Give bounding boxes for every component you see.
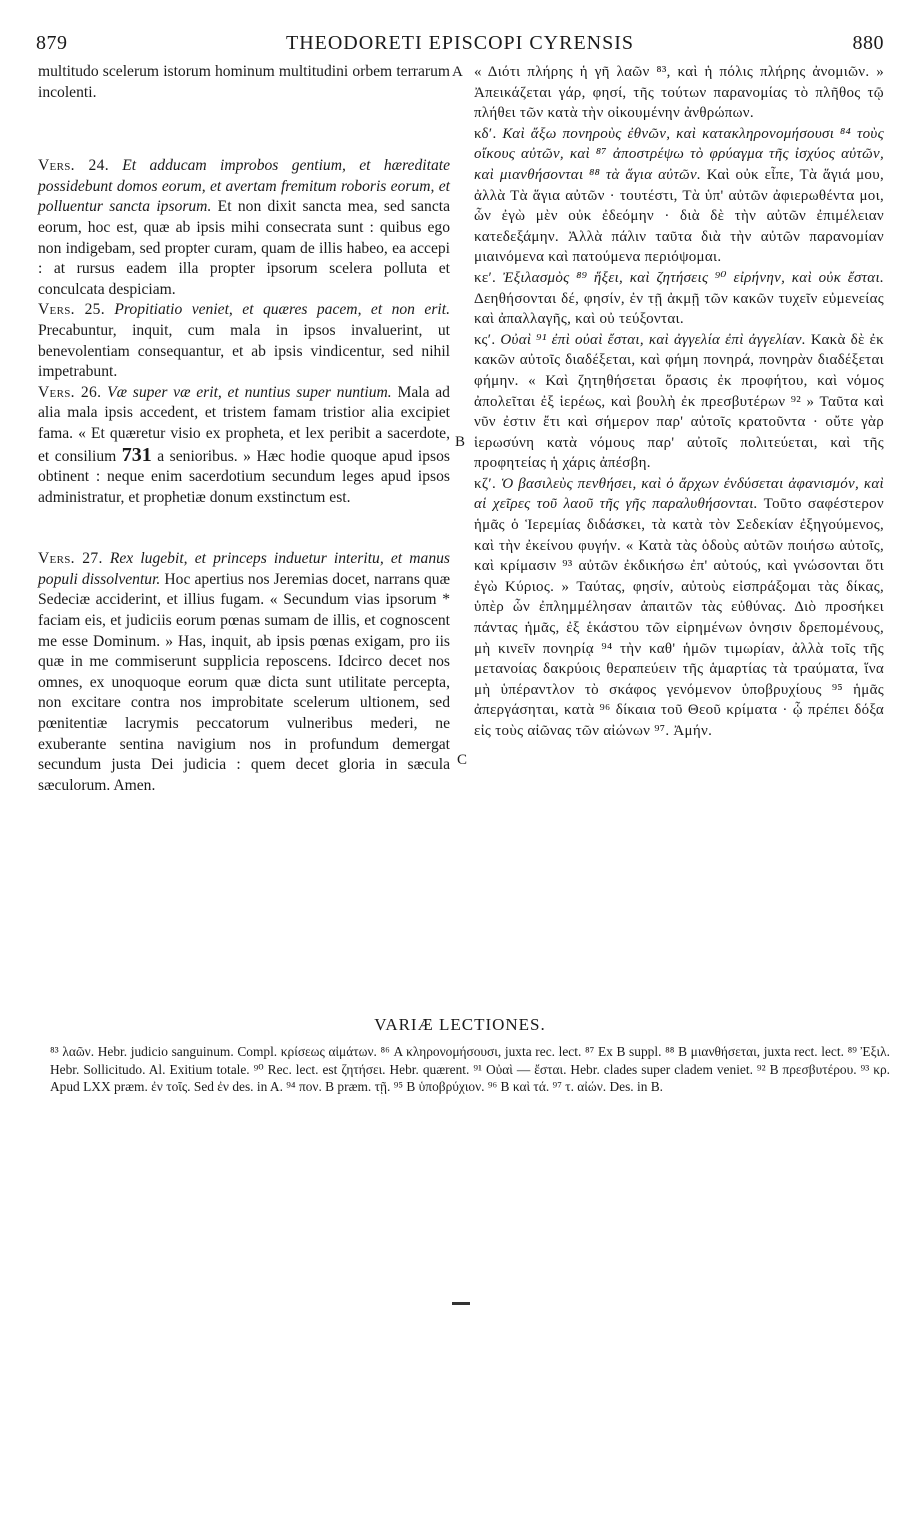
verse-commentary: Τοῦτο σαφέστερον ἡμᾶς ὁ Ἱερεμίας διδάσκει, τὰ κατὰ τὸν Σεδεκίαν ἐξηγούμενος, καὶ τὴν ἐκείνου φυγήν. « Κατὰ τὰς ὁδοὺς αὐτῶν ποιήσω αὐτοῖς, καὶ κρίμασιν ⁹³ αὐτῶν ἐκδικήσω ἐπ' αὐτούς, καὶ γνώσονται ὅτι ἐγὼ Κύριος. » Ταύτας, φησίν, αὐτοὺς εἰσπράξομαι τὰς δίκας, ὑπὲρ ὧν ἐπλημμέλησαν ἀπαιτῶν τὰς εὐθύνας. Διὸ προσήκει πάντας ἡμᾶς, ἐξ ἑκάστου τῶν εἰρημένων ὀνησιν δρεπομένους, μὴ κινεῖν πονηρίᾳ ⁹⁴ τὴν καθ' ἡμῶν τιμωρίαν, ἀλλὰ τοῖς τῆς μετανοίας δακρύοις θεραπεύειν τῆς ἁμαρτίας τὰ τραύματα, ἵνα μὴ ὑπέραντλον τὸ σκάφος γενόμενον ὑποβρυχίους ⁹⁵ ἡμᾶς ἀπεργάσηται, κατὰ ⁹⁶ δίκαια τοῦ Θεοῦ κρίματα · ᾧ πρέπει δόξα εἰς τοὺς αἰῶνας τῶν αἰώνων ⁹⁷. Ἀμήν. (474, 496, 885, 739)
verse-label: Vers. 24. (38, 157, 109, 175)
column-number: 731 (121, 443, 152, 466)
verse-commentary: Δεηθήσονται δέ, φησίν, ἐν τῇ ἀκμῇ τῶν κακῶν τυχεῖν εὐμενείας καὶ ἀπαλλαγῆς, καὶ οὐ τεύξονται. (474, 290, 884, 328)
latin-intro: multitudo scelerum istorum hominum multitudini orbem terrarum incolenti. (38, 63, 450, 101)
verse-lemma: Ὁ βασιλεὺς πενθήσει, καὶ ὁ ἄρχων ἐνδύσεται ἀφανισμόν, καὶ αἱ χεῖρες τοῦ λαοῦ τῆς γῆς παραλυθήσονται. (474, 475, 884, 513)
greek-intro: « Διότι πλήρης ἡ γῆ λαῶν ⁸³, καὶ ἡ πόλις πλήρης ἀνομιῶν. » Ἀπεικάζεται γάρ, φησί, τῆς τούτων παρανομίας τὸ πλῆθος τῷ πλήθει τῶν κατὰ τὴν οἰκουμένην ἀνθρώπων. (474, 64, 884, 122)
verse-lemma: Væ super væ erit, et nuntius super nuntium. (107, 383, 392, 401)
verse-label: κδʹ. (474, 125, 497, 142)
latin-verse-26 (38, 383, 450, 509)
verse-commentary: Precabuntur, inquit, cum mala in ipsos invaluerint, ut benevolentiam consequantur, et ab ipsis vindicentur, sed nihil impetrabunt. (38, 321, 450, 381)
verse-commentary: Hoc apertius nos Jeremias docet, narrans quæ Sedeciæ acciderint, et illius fugam. « Secundum vias ipsorum * faciam eis, et judiciis eorum pœnas sumam de illis, et cognoscent me esse Dominum. » Has, inquit, ab ipsis pœnas exigam, pro iis quæ in me commiserunt supplicia reposcens. Idcirco decet nos omnes, ex unoquoque eorum quæ dicta sunt utilitate percepta, non excitare contra nos improbitate scelerum ultionem, sed pœnitentiæ lacrymis peccatorum vulneribus mederi, ne exuberante sentina navigium nos in profundum demergat secundum justa Dei judicia : quem decet gloria in sæcula sæculorum. Amen. (38, 570, 450, 794)
verse-lemma: Καὶ ἄξω πονηροὺς ἐθνῶν, καὶ κατακληρονομήσουσι ⁸⁴ τοὺς οἴκους αὐτῶν, καὶ ⁸⁷ ἀποστρέψω τὸ φρύαγμα τῆς ἰσχύος αὐτῶν, καὶ μιανθήσονται ⁸⁸ τὰ ἅγια αὐτῶν. (474, 125, 884, 183)
variae-lectiones-notes (50, 1043, 890, 1096)
running-title: THEODORETI EPISCOPI CYRENSIS (285, 32, 635, 54)
greek-column (474, 62, 884, 742)
latin-verse-24 (38, 156, 450, 300)
margin-letter-c: C (457, 752, 468, 768)
verse-commentary: Mala ad alia mala ipsis accedent, et tristem famam tristior alia excipiet fama. « Et quæretur visio ex propheta, et lex peribit a sacerdote, et consilium (38, 383, 450, 465)
page-number-left: 879 (36, 32, 68, 54)
verse-lemma: Ἐξιλασμὸς ⁸⁹ ἥξει, καὶ ζητήσεις ⁹⁰ εἰρήνην, καὶ οὐκ ἔσται. (502, 269, 884, 286)
verse-lemma: Οὐαὶ ⁹¹ ἐπὶ οὐαὶ ἔσται, καὶ ἀγγελία ἐπὶ ἀγγελίαν. (500, 331, 806, 348)
verse-lemma: Et adducam improbos gentium, et hæreditate possidebunt domos eorum, et avertam fremitum roboris eorum, et polluentur sancta ipsorum. (38, 157, 450, 216)
end-rule (452, 1302, 470, 1305)
greek-verse-26 (474, 330, 884, 474)
verse-commentary: Et non dixit sancta mea, sed sancta eorum, hoc est, quæ ab ipsis mihi consecrata sunt : quibus ego non indigebam, sed propter curam, quam de illis habeo, ea accepi : at rursus eadem illa propter ipsorum scelera polluta et conculcata despiciam. (38, 198, 450, 298)
verse-commentary-cont: a senioribus. » Hæc hodie quoque apud ipsos obtinent : neque enim sacerdotium secundum leges apud ipsos administratur, et prophetiæ donum exstinctum est. (38, 447, 450, 506)
greek-verse-24 (474, 124, 884, 268)
variae-lectiones-title: VARIÆ LECTIONES. (374, 1015, 546, 1034)
verse-label: κζʹ. (474, 475, 497, 492)
latin-verse-27 (38, 549, 450, 796)
verse-label: κςʹ. (474, 331, 496, 348)
margin-letter-b: B (455, 434, 466, 450)
verse-commentary: Κακὰ δὲ ἐκ κακῶν αὐτοῖς διαδέξεται, καὶ φήμη πονηρά, πονηρὰν διαδέξεται φήμην. « Καὶ ζητηθήσεται ὅρασις ἐκ προφήτου, καὶ νόμος ἀπολεῖται ἐξ ἱερέως, καὶ βουλὴ ἐκ πρεσβυτέρων ⁹² » Ταῦτα καὶ νῦν ἐστιν ἔτι καὶ σήμερον παρ' αὐτοῖς κρατοῦντα · οὔτε γὰρ ἱερωσύνη κατὰ νόμους παρ' αὐτοῖς πολιτεύεται, καὶ τῆς προφητείας ἡ χάρις ἀπέσβη. (474, 331, 884, 472)
margin-letter-a: A (452, 64, 463, 80)
verse-label: Vers. 26. (38, 383, 102, 401)
footnotes-text: ⁸³ λαῶν. Hebr. judicio sanguinum. Compl. κρίσεως αἱμάτων. ⁸⁶ A κληρονομήσουσι, juxta rec. lect. ⁸⁷ Ex B suppl. ⁸⁸ B μιανθήσεται, juxta rect. lect. ⁸⁹ Ἐξιλ. Hebr. Sollicitudo. Al. Exitium totale. ⁹⁰ Rec. lect. est ζητήσει. Hebr. quærent. ⁹¹ Οὐαὶ — ἔσται. Hebr. clades super cladem veniet. ⁹² B πρεσβυτέρου. ⁹³ κρ. Apud LXX præm. ἐν τοῖς. Sed ἐν des. in A. ⁹⁴ πον. B præm. τῇ. ⁹⁵ B ὑποβρύχιον. ⁹⁶ B καὶ τά. ⁹⁷ τ. αἰών. Des. in B. (50, 1044, 890, 1094)
running-header (36, 32, 884, 58)
latin-verse-25 (38, 300, 450, 382)
page-number-right: 880 (852, 32, 884, 54)
verse-label: κεʹ. (474, 269, 497, 286)
verse-label: Vers. 27. (38, 550, 103, 568)
greek-verse-25 (474, 268, 884, 330)
greek-verse-27 (474, 474, 884, 742)
verse-label: Vers. 25. (38, 301, 105, 319)
latin-column (38, 62, 450, 796)
verse-lemma: Propitiatio veniet, et quæres pacem, et non erit. (114, 301, 450, 319)
verse-lemma: Rex lugebit, et princeps induetur interitu, et manus populi dissolventur. (38, 550, 450, 588)
verse-commentary: Καὶ οὐκ εἶπε, Τὰ ἅγιά μου, ἀλλὰ Τὰ ἅγια αὐτῶν · τουτέστι, Τὰ ὑπ' αὐτῶν ἀφιερωθέντα μοι, ὧν ἐγὼ μὲν οὐκ ἐδεόμην · διὰ δὲ τὴν αὐτῶν ἐπιμέλειαν κατεδεξάμην. Ἀλλὰ πάλιν ταῦτα διὰ τὴν αὐτῶν παρανομίαν μιαινόμενα καὶ πατούμενα περιόψομαι. (474, 166, 884, 266)
